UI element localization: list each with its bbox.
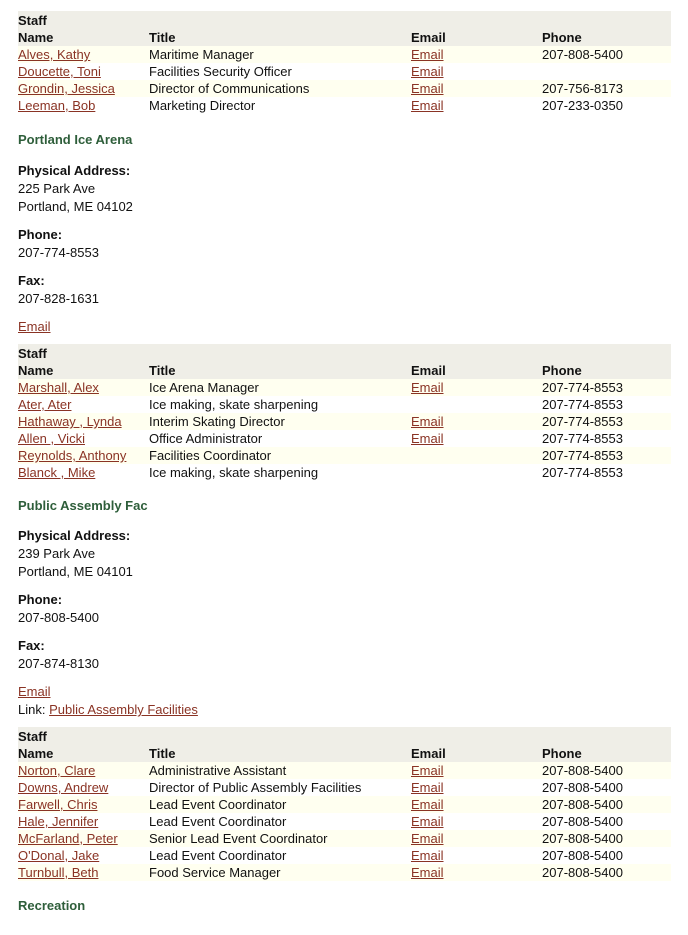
staff-email-link[interactable]: Email bbox=[411, 64, 444, 79]
phone-label: Phone: bbox=[18, 592, 63, 607]
table-row bbox=[18, 864, 671, 881]
staff-email-cell bbox=[411, 864, 542, 881]
staff-name-cell bbox=[18, 762, 149, 779]
staff-name-link[interactable]: Turnbull, Beth bbox=[18, 865, 99, 880]
staff-name-cell bbox=[18, 847, 149, 864]
col-header-phone: Phone bbox=[542, 362, 671, 379]
staff-name-cell bbox=[18, 830, 149, 847]
staff-heading: Staff bbox=[18, 344, 671, 362]
staff-title-cell: Lead Event Coordinator bbox=[149, 796, 411, 813]
staff-title-cell: Facilities Coordinator bbox=[149, 447, 411, 464]
public-assembly-facilities-link[interactable]: Public Assembly Facilities bbox=[49, 702, 198, 717]
table-row bbox=[18, 813, 671, 830]
staff-title-cell: Lead Event Coordinator bbox=[149, 813, 411, 830]
staff-phone-cell: 207-774-8553 bbox=[542, 447, 671, 464]
staff-phone-cell: 207-808-5400 bbox=[542, 813, 671, 830]
staff-email-cell bbox=[411, 396, 542, 413]
staff-phone-cell: 207-808-5400 bbox=[542, 46, 671, 63]
arena-address-block bbox=[18, 162, 671, 216]
staff-phone-cell bbox=[542, 63, 671, 80]
staff-table-body bbox=[18, 11, 671, 114]
assembly-address-line1: 239 Park Ave bbox=[18, 546, 96, 561]
arena-phone: 207-774-8553 bbox=[18, 245, 99, 260]
staff-name-link[interactable]: Norton, Clare bbox=[18, 763, 96, 778]
fax-label: Fax: bbox=[18, 273, 45, 288]
staff-title-cell: Food Service Manager bbox=[149, 864, 411, 881]
staff-title-cell: Administrative Assistant bbox=[149, 762, 411, 779]
staff-email-link[interactable]: Email bbox=[411, 98, 444, 113]
table-row bbox=[18, 779, 671, 796]
staff-email-cell bbox=[411, 97, 542, 114]
staff-email-cell bbox=[411, 379, 542, 396]
assembly-fax: 207-874-8130 bbox=[18, 656, 99, 671]
staff-table-maritime bbox=[18, 11, 671, 114]
assembly-address-block bbox=[18, 527, 671, 581]
staff-title-cell: Director of Public Assembly Facilities bbox=[149, 779, 411, 796]
staff-heading-row bbox=[18, 344, 671, 362]
staff-table-public-assembly bbox=[18, 727, 671, 881]
staff-name-link[interactable]: Blanck , Mike bbox=[18, 465, 96, 480]
staff-title-cell: Marketing Director bbox=[149, 97, 411, 114]
staff-name-cell bbox=[18, 63, 149, 80]
staff-email-cell bbox=[411, 447, 542, 464]
staff-name-cell bbox=[18, 379, 149, 396]
col-header-name: Name bbox=[18, 745, 149, 762]
staff-email-link[interactable]: Email bbox=[411, 380, 444, 395]
staff-phone-cell: 207-808-5400 bbox=[542, 864, 671, 881]
staff-phone-cell: 207-774-8553 bbox=[542, 396, 671, 413]
staff-email-link[interactable]: Email bbox=[411, 865, 444, 880]
col-header-name: Name bbox=[18, 362, 149, 379]
staff-title-cell: Ice Arena Manager bbox=[149, 379, 411, 396]
staff-name-link[interactable]: Leeman, Bob bbox=[18, 98, 96, 113]
staff-email-link[interactable]: Email bbox=[411, 763, 444, 778]
staff-email-cell bbox=[411, 464, 542, 481]
staff-email-link[interactable]: Email bbox=[411, 431, 444, 446]
staff-title-cell: Director of Communications bbox=[149, 80, 411, 97]
staff-email-cell bbox=[411, 430, 542, 447]
arena-address-line1: 225 Park Ave bbox=[18, 181, 96, 196]
assembly-link-line bbox=[18, 701, 671, 719]
staff-title-cell: Ice making, skate sharpening bbox=[149, 396, 411, 413]
staff-name-cell bbox=[18, 796, 149, 813]
staff-name-cell bbox=[18, 779, 149, 796]
staff-name-link[interactable]: Reynolds, Anthony bbox=[18, 448, 127, 463]
staff-email-cell bbox=[411, 63, 542, 80]
assembly-phone-block bbox=[18, 591, 671, 627]
column-header-row bbox=[18, 362, 671, 379]
staff-heading-row bbox=[18, 727, 671, 745]
staff-name-link[interactable]: Alves, Kathy bbox=[18, 47, 91, 62]
col-header-phone: Phone bbox=[542, 29, 671, 46]
staff-email-cell bbox=[411, 779, 542, 796]
staff-table-body bbox=[18, 344, 671, 481]
staff-title-cell: Lead Event Coordinator bbox=[149, 847, 411, 864]
col-header-email: Email bbox=[411, 745, 542, 762]
physical-address-label: Physical Address: bbox=[18, 528, 131, 543]
staff-heading: Staff bbox=[18, 11, 671, 29]
staff-name-link[interactable]: Allen , Vicki bbox=[18, 431, 85, 446]
col-header-title: Title bbox=[149, 745, 411, 762]
col-header-name: Name bbox=[18, 29, 149, 46]
staff-email-link[interactable]: Email bbox=[411, 47, 444, 62]
staff-heading: Staff bbox=[18, 727, 671, 745]
table-row bbox=[18, 97, 671, 114]
arena-fax: 207-828-1631 bbox=[18, 291, 99, 306]
staff-title-cell: Senior Lead Event Coordinator bbox=[149, 830, 411, 847]
staff-email-link[interactable]: Email bbox=[411, 848, 444, 863]
staff-email-link[interactable]: Email bbox=[411, 831, 444, 846]
staff-table-ice-arena bbox=[18, 344, 671, 481]
col-header-email: Email bbox=[411, 29, 542, 46]
staff-name-link[interactable]: Ater, Ater bbox=[18, 397, 72, 412]
facility-title-public-assembly: Public Assembly Fac bbox=[18, 498, 148, 513]
table-row bbox=[18, 413, 671, 430]
physical-address-label: Physical Address: bbox=[18, 163, 131, 178]
staff-name-link[interactable]: Hathaway , Lynda bbox=[18, 414, 122, 429]
staff-name-link[interactable]: Doucette, Toni bbox=[18, 64, 101, 79]
staff-phone-cell: 207-808-5400 bbox=[542, 847, 671, 864]
staff-email-cell bbox=[411, 762, 542, 779]
column-header-row bbox=[18, 29, 671, 46]
table-row bbox=[18, 464, 671, 481]
staff-name-link[interactable]: Hale, Jennifer bbox=[18, 814, 99, 829]
staff-phone-cell: 207-808-5400 bbox=[542, 796, 671, 813]
staff-name-cell bbox=[18, 46, 149, 63]
staff-phone-cell: 207-774-8553 bbox=[542, 464, 671, 481]
col-header-phone: Phone bbox=[542, 745, 671, 762]
staff-phone-cell: 207-808-5400 bbox=[542, 779, 671, 796]
staff-title-cell: Interim Skating Director bbox=[149, 413, 411, 430]
staff-email-link[interactable]: Email bbox=[411, 414, 444, 429]
table-row bbox=[18, 430, 671, 447]
staff-name-link[interactable]: McFarland, Peter bbox=[18, 831, 118, 846]
col-header-title: Title bbox=[149, 29, 411, 46]
table-row bbox=[18, 396, 671, 413]
table-row bbox=[18, 830, 671, 847]
col-header-email: Email bbox=[411, 362, 542, 379]
arena-fax-block bbox=[18, 272, 671, 308]
staff-name-link[interactable]: O'Donal, Jake bbox=[18, 848, 100, 863]
staff-email-cell bbox=[411, 813, 542, 830]
staff-email-link[interactable]: Email bbox=[411, 81, 444, 96]
table-row bbox=[18, 80, 671, 97]
column-header-row bbox=[18, 745, 671, 762]
table-row bbox=[18, 379, 671, 396]
table-row bbox=[18, 762, 671, 779]
facility-title-ice-arena: Portland Ice Arena bbox=[18, 132, 133, 147]
staff-title-cell: Maritime Manager bbox=[149, 46, 411, 63]
phone-label: Phone: bbox=[18, 227, 63, 242]
arena-email-link[interactable]: Email bbox=[18, 319, 51, 334]
staff-name-cell bbox=[18, 430, 149, 447]
staff-email-link[interactable]: Email bbox=[411, 797, 444, 812]
staff-email-link[interactable]: Email bbox=[411, 780, 444, 795]
staff-email-cell bbox=[411, 847, 542, 864]
staff-phone-cell: 207-756-8173 bbox=[542, 80, 671, 97]
assembly-phone: 207-808-5400 bbox=[18, 610, 99, 625]
staff-name-cell bbox=[18, 864, 149, 881]
staff-email-cell bbox=[411, 46, 542, 63]
staff-phone-cell: 207-808-5400 bbox=[542, 830, 671, 847]
fax-label: Fax: bbox=[18, 638, 45, 653]
staff-title-cell: Office Administrator bbox=[149, 430, 411, 447]
table-row bbox=[18, 46, 671, 63]
table-row bbox=[18, 447, 671, 464]
staff-heading-row bbox=[18, 11, 671, 29]
facility-title-recreation: Recreation bbox=[18, 898, 86, 913]
staff-name-cell bbox=[18, 464, 149, 481]
staff-name-link[interactable]: Farwell, Chris bbox=[18, 797, 98, 812]
staff-name-link[interactable]: Marshall, Alex bbox=[18, 380, 99, 395]
staff-table-body bbox=[18, 727, 671, 881]
table-row bbox=[18, 63, 671, 80]
staff-email-cell bbox=[411, 80, 542, 97]
staff-phone-cell: 207-233-0350 bbox=[542, 97, 671, 114]
arena-phone-block bbox=[18, 226, 671, 262]
staff-name-cell bbox=[18, 97, 149, 114]
staff-name-cell bbox=[18, 813, 149, 830]
staff-name-cell bbox=[18, 413, 149, 430]
staff-email-cell bbox=[411, 413, 542, 430]
table-row bbox=[18, 847, 671, 864]
staff-email-cell bbox=[411, 796, 542, 813]
arena-address-line2: Portland, ME 04102 bbox=[18, 199, 133, 214]
staff-name-link[interactable]: Grondin, Jessica bbox=[18, 81, 115, 96]
assembly-address-line2: Portland, ME 04101 bbox=[18, 564, 133, 579]
staff-name-cell bbox=[18, 447, 149, 464]
staff-title-cell: Ice making, skate sharpening bbox=[149, 464, 411, 481]
staff-email-cell bbox=[411, 830, 542, 847]
table-row bbox=[18, 796, 671, 813]
staff-title-cell: Facilities Security Officer bbox=[149, 63, 411, 80]
staff-name-cell bbox=[18, 396, 149, 413]
staff-email-link[interactable]: Email bbox=[411, 814, 444, 829]
staff-phone-cell: 207-774-8553 bbox=[542, 413, 671, 430]
link-prefix: Link: bbox=[18, 702, 50, 717]
assembly-email-link[interactable]: Email bbox=[18, 684, 51, 699]
staff-phone-cell: 207-774-8553 bbox=[542, 430, 671, 447]
staff-phone-cell: 207-808-5400 bbox=[542, 762, 671, 779]
staff-name-link[interactable]: Downs, Andrew bbox=[18, 780, 109, 795]
staff-phone-cell: 207-774-8553 bbox=[542, 379, 671, 396]
staff-name-cell bbox=[18, 80, 149, 97]
col-header-title: Title bbox=[149, 362, 411, 379]
assembly-fax-block bbox=[18, 637, 671, 673]
